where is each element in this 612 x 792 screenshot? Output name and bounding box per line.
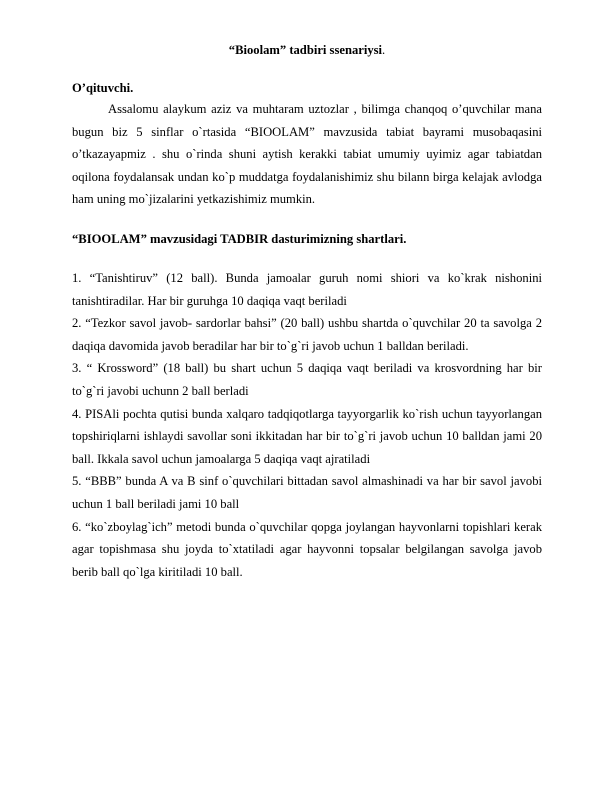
page-title — [72, 40, 542, 60]
page-title-text: “Bioolam” tadbiri ssenariysi — [228, 43, 383, 57]
rule-item-6: 6. “ko`zboylag`ich” metodi bunda o`quvchilar qopga joylangan hayvonlarni topishlari kerak agar topishmasa shu joyda to`xtatiladi agar hayvonni topsalar belgilangan savolga javob berib ball qo`lga kiritiladi 10 ball. — [72, 519, 542, 579]
rule-item-2: 2. “Tezkor savol javob- sardorlar bahsi” (20 ball) ushbu shartda o`quvchilar 20 ta savolga 2 daqiqa davomida javob beradilar har bir to`g`ri javob uchun 1 balldan beriladi. — [72, 316, 542, 353]
rule-item-4: 4. PISAli pochta qutisi bunda xalqaro tadqiqotlarga tayyorgarlik ko`rish uchun tayyorlangan topshiriqlarni ishlaydi savollar soni ikkitadan har bir to`g`ri javob uchun 10 balldan jami 20 ball. Ikkala savol uchun jamoalarga 5 daqiqa vaqt ajratiladi — [72, 406, 542, 466]
rules-list — [72, 267, 542, 583]
document-page — [72, 40, 542, 583]
speaker-label: O’qituvchi. — [72, 81, 134, 95]
rule-item-3: 3. “ Krossword” (18 ball) bu shart uchun 5 daqiqa vaqt beriladi va krosvordning har bir to`g`ri javobi uchunn 2 ball berladi — [72, 361, 542, 398]
spacer — [72, 211, 542, 229]
rules-heading: “BIOOLAM” mavzusidagi TADBIR dasturimizning shartlari. — [72, 231, 407, 246]
spacer — [72, 60, 542, 78]
page-title-period: . — [382, 43, 386, 57]
rule-item-5: 5. “BBB” bunda A va B sinf o`quvchilari bittadan savol almashinadi va har bir savol javobi uchun 1 ball beriladi jami 10 ball — [72, 474, 542, 511]
rule-item-1: 1. “Tanishtiruv” (12 ball). Bunda jamoalar guruh nomi shiori va ko`krak nishonini tanishtiradilar. Har bir guruhga 10 daqiqa vaqt beriladi — [72, 270, 542, 308]
spacer — [72, 249, 542, 267]
teacher-speech: Assalomu alaykum aziz va muhtaram uztozlar , bilimga chanqoq o’quvchilar mana bugun biz 5 sinflar o`rtasida “BIOOLAM” mavzusida tabiat bayrami musobaqasini o’tkazayapmiz . shu o`rinda shuni aytish kerakki tabiat umumiy uyimiz agar tabiatdan oqilona foydalansak undan ko`p muddatga foydalanishimiz shu bilann birga kelajak avlodga ham uning mo`jizalarini yetkazishimiz mumkin. — [72, 102, 542, 207]
